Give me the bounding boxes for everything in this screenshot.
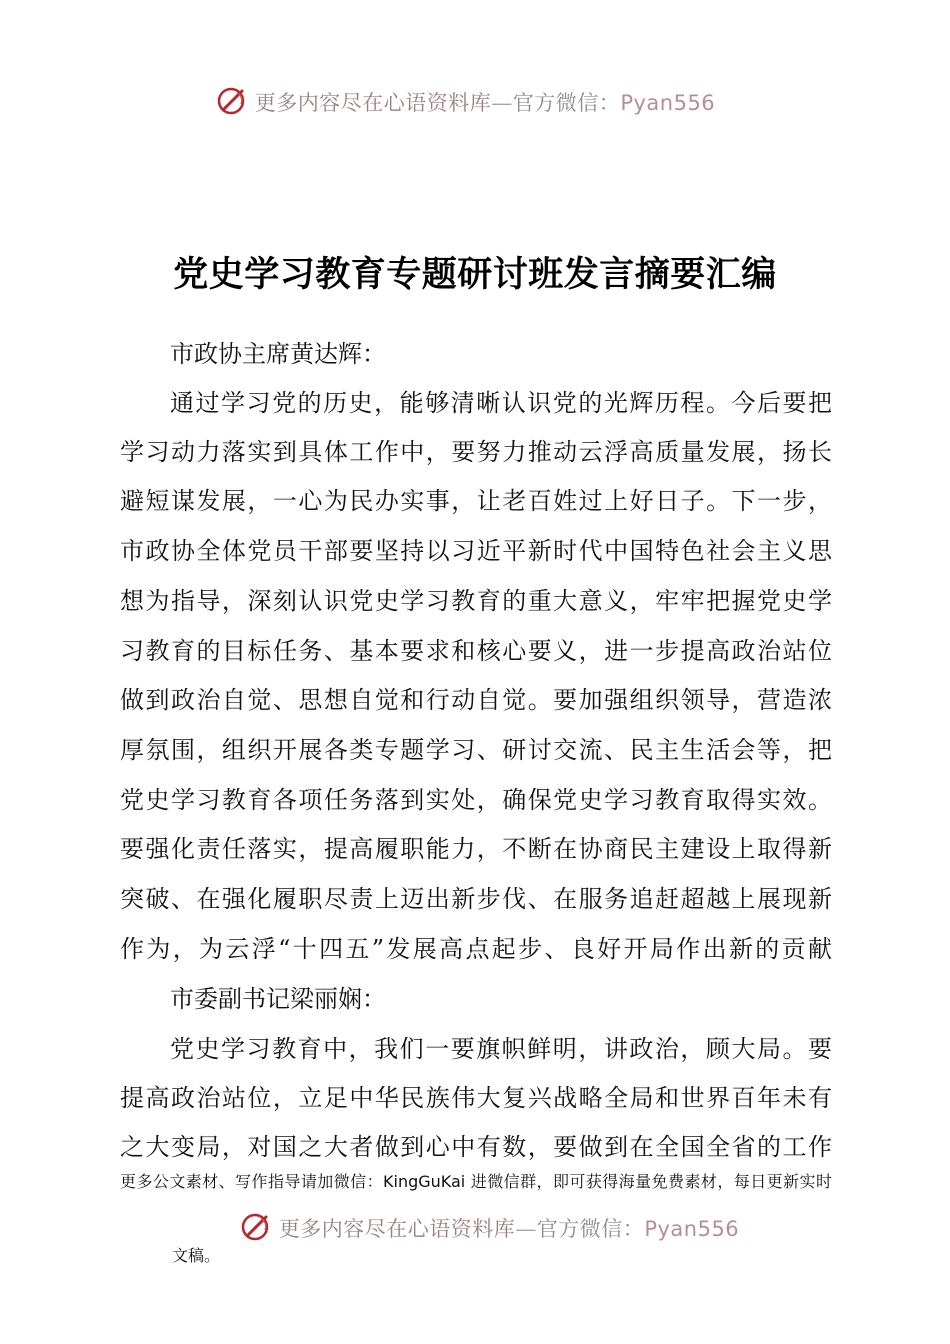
paragraph-line: 学习动力落实到具体工作中，要努力推动云浮高质量发展，扬长 — [120, 438, 832, 466]
paragraph-line: 避短谋发展，一心为民办实事，让老百姓过上好日子。下一步， — [120, 487, 832, 515]
footer-note: 更多公文素材、写作指导请加微信：KingGuKai 进微信群，即可获得海量免费素材，每日更新实时 — [120, 1172, 832, 1191]
paragraph-line: 提高政治站位，立足中华民族伟大复兴战略全局和世界百年未有 — [120, 1084, 832, 1112]
pen-logo-icon — [239, 1211, 273, 1245]
paragraph-line: 做到政治自觉、思想自觉和行动自觉。要加强组织领导，营造浓 — [120, 686, 832, 714]
footer-note-end: 文稿。 — [172, 1246, 221, 1265]
pen-logo-icon — [215, 85, 249, 119]
watermark-banner-bottom — [14, 1208, 950, 1248]
paragraph-line: 突破、在强化履职尽责上迈出新步伐、在服务追赶超越上展现新 — [120, 885, 832, 913]
document-title: 党史学习教育专题研讨班发言摘要汇编 — [173, 255, 777, 295]
paragraph-line: 作为，为云浮“十四五”发展高点起步、良好开局作出新的贡献 — [120, 935, 832, 963]
paragraph-line: 要强化责任落实，提高履职能力，不断在协商民主建设上取得新 — [120, 835, 832, 863]
paragraph-line: 党史学习教育中，我们一要旗帜鲜明，讲政治，顾大局。要 — [170, 1035, 832, 1063]
paragraph-line: 市政协全体党员干部要坚持以习近平新时代中国特色社会主义思 — [120, 537, 832, 565]
paragraph-line: 党史学习教育各项任务落到实处，确保党史学习教育取得实效。 — [120, 786, 832, 814]
speaker-heading: 市委副书记梁丽娴： — [170, 985, 386, 1013]
paragraph-line: 习教育的目标任务、基本要求和核心要义，进一步提高政治站位 — [120, 637, 832, 665]
watermark-text: 更多内容尽在心语资料库—官方微信：Pyan556 — [278, 1217, 740, 1241]
paragraph-line: 想为指导，深刻认识党史学习教育的重大意义，牢牢把握党史学 — [120, 587, 832, 615]
watermark-banner-top — [0, 82, 940, 122]
speaker-heading: 市政协主席黄达辉： — [170, 340, 386, 368]
paragraph-line: 厚氛围，组织开展各类专题学习、研讨交流、民主生活会等，把 — [120, 736, 832, 764]
watermark-text: 更多内容尽在心语资料库—官方微信：Pyan556 — [254, 91, 716, 115]
paragraph-line: 通过学习党的历史，能够清晰认识党的光辉历程。今后要把 — [170, 389, 832, 417]
paragraph-line: 之大变局，对国之大者做到心中有数，要做到在全国全省的工作 — [120, 1133, 832, 1161]
